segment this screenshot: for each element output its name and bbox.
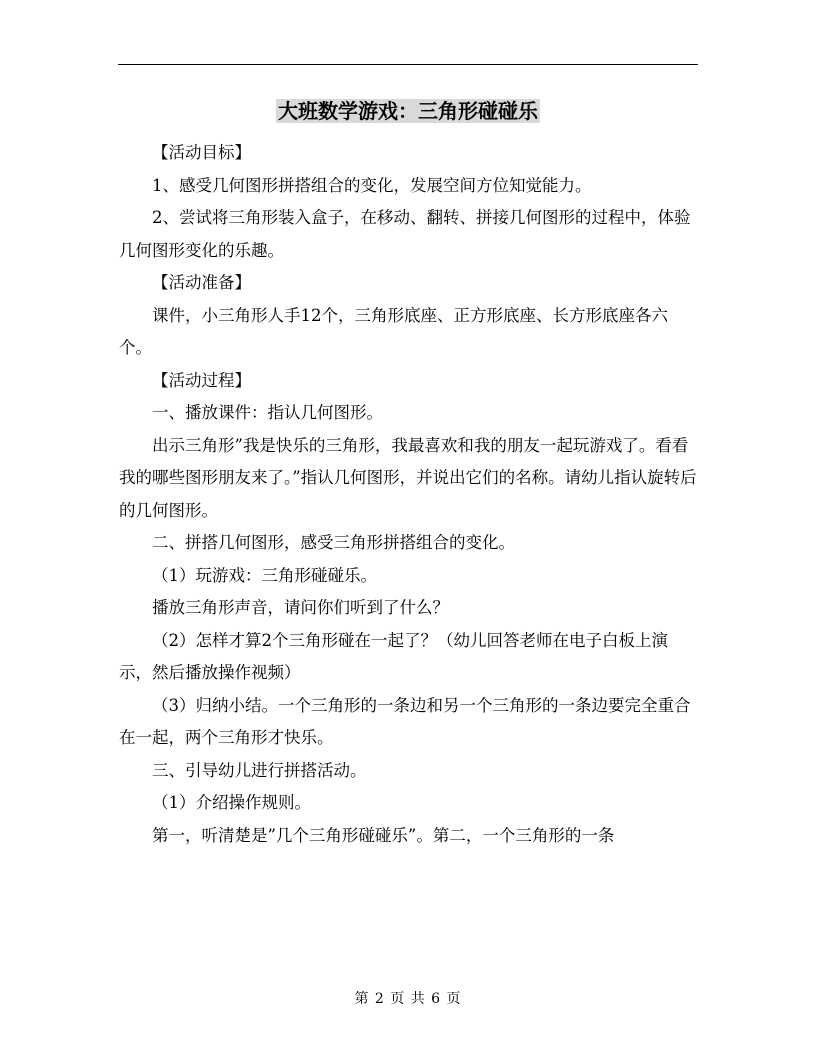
document-body bbox=[119, 137, 699, 852]
process-substep: （1）玩游戏：三角形碰碰乐。 bbox=[152, 565, 377, 585]
process-substep: （1）介绍操作规则。 bbox=[152, 793, 311, 812]
header-rule bbox=[118, 64, 698, 65]
process-paragraph: 播放三角形声音，请问你们听到了什么？ bbox=[152, 598, 449, 617]
process-paragraph: 第一，听清楚是”几个三角形碰碰乐”。第二，一个三角形的一条 bbox=[152, 825, 615, 845]
document-title-text: 大班数学游戏：三角形碰碰乐 bbox=[278, 99, 538, 123]
process-step: 一、播放课件：指认几何图形。 bbox=[152, 403, 383, 422]
section-heading-preparation: 【活动准备】 bbox=[152, 273, 251, 292]
goal-item: 1、感受几何图形拼搭组合的变化，发展空间方位知觉能力。 bbox=[152, 175, 592, 195]
section-heading-process: 【活动过程】 bbox=[152, 370, 251, 390]
preparation-text: 课件，小三角形人手12个，三角形底座、正方形底座、长方形底座各六个。 bbox=[119, 305, 668, 357]
process-step: 二、拼搭几何图形，感受三角形拼搭组合的变化。 bbox=[152, 533, 515, 552]
document-title bbox=[0, 97, 816, 125]
process-paragraph: 出示三角形”我是快乐的三角形，我最喜欢和我的朋友一起玩游戏了。看看我的哪些图形朋友来了。”指认几何图形，并说出它们的名称。请幼儿指认旋转后的几何图形。 bbox=[119, 435, 697, 520]
section-heading-goals: 【活动目标】 bbox=[152, 143, 251, 162]
process-step: 三、引导幼儿进行拼搭活动。 bbox=[152, 760, 367, 780]
page-footer: 第 2 页 共 6 页 bbox=[354, 991, 462, 1007]
process-substep: （2）怎样才算2个三角形碰在一起了？（幼儿回答老师在电子白板上演示，然后播放操作视频） bbox=[119, 630, 668, 682]
process-substep: （3）归纳小结。一个三角形的一条边和另一个三角形的一条边要完全重合在一起，两个三角形才快乐。 bbox=[119, 695, 691, 747]
goal-item: 2、尝试将三角形装入盒子，在移动、翻转、拼接几何图形的过程中，体验几何图形变化的乐趣。 bbox=[119, 208, 691, 260]
